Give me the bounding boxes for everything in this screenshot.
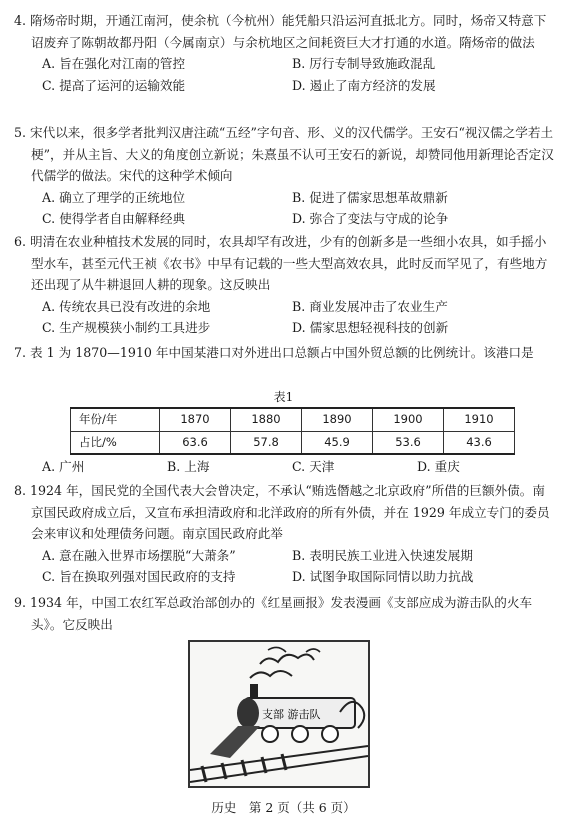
page-footer: 历史 第 2 页（共 6 页） — [211, 800, 356, 815]
table-cell: 1870 — [160, 408, 231, 431]
table-1 — [70, 407, 515, 455]
table-cell: 53.6 — [373, 431, 444, 454]
q8-option-c: C. 旨在换取列强对国民政府的支持 — [42, 569, 236, 584]
table-cell: 1900 — [373, 408, 444, 431]
q7-option-d: D. 重庆 — [417, 459, 460, 474]
question-6-stem: 6. 明清在农业种植技术发展的同时，农具却罕有改进，少有的创新多是一些细小农具，如手摇小型水车，甚至元代王祯《农书》中早有记载的一些大型高效农具，此时反而罕见了，有些地方还出现了从牛耕退回人耕的现象。这反映出 — [14, 234, 548, 292]
table-cell: 45.9 — [302, 431, 373, 454]
question-6 — [14, 231, 554, 339]
q8-option-b: B. 表明民族工业进入快速发展期 — [292, 547, 473, 563]
q8-option-d: D. 试图争取国际同情以助力抗战 — [292, 569, 474, 584]
question-5-stem: 5. 宋代以来，很多学者批判汉唐注疏“五经”字句音、形、义的汉代儒学。王安石“视汉儒之学若土梗”，并从主旨、大义的角度创立新说；朱熹虽不认可王安石的新说，却赞同他用新理论否定汉代儒学的做法。宋代的这种学术倾向 — [14, 125, 554, 183]
q5-option-c: C. 使得学者自由解释经典 — [42, 211, 186, 226]
question-4 — [14, 10, 554, 96]
table-row-label: 年份/年 — [71, 408, 160, 431]
question-7-options — [14, 456, 554, 478]
q4-option-a: A. 旨在强化对江南的管控 — [42, 56, 186, 71]
q7-option-c: C. 天津 — [292, 459, 335, 474]
question-9-stem: 9. 1934 年，中国工农红军总政治部创办的《红星画报》发表漫画《支部应成为游击队的火车头》。它反映出 — [14, 595, 533, 632]
table-cell: 43.6 — [444, 431, 515, 454]
question-8-stem: 8. 1924 年，国民党的全国代表大会曾决定，不承认“贿选僭越之北京政府”所借的巨额外债。南京国民政府成立后，又宣布承担清政府和北洋政府的所有外债，并在 1929 年成立专门的委员会来审议和处理债务问题。南京国民政府此举 — [14, 483, 550, 541]
q4-option-d: D. 遏止了南方经济的发展 — [292, 77, 436, 93]
cartoon-caption-text: 支部 游击队 — [262, 708, 321, 721]
question-7 — [14, 342, 554, 364]
question-8 — [14, 480, 554, 588]
table-cell: 57.8 — [231, 431, 302, 454]
question-5 — [14, 122, 554, 230]
table-cell: 1910 — [444, 408, 515, 431]
q6-option-d: D. 儒家思想轻视科技的创新 — [292, 320, 449, 335]
q4-option-b: B. 厉行专制导致施政混乱 — [292, 56, 436, 71]
q5-option-d: D. 弥合了变法与守成的论争 — [292, 211, 449, 226]
table-1-caption: 表1 — [273, 390, 294, 404]
question-7-stem: 7. 表 1 为 1870—1910 年中国某港口对外进出口总额占中国外贸总额的比例统计。该港口是 — [14, 345, 534, 360]
q6-option-a: A. 传统农具已没有改进的余地 — [42, 298, 211, 314]
table-cell: 1890 — [302, 408, 373, 431]
train-cartoon-drawing — [190, 642, 368, 786]
q5-option-a: A. 确立了理学的正统地位 — [42, 189, 186, 205]
q5-option-b: B. 促进了儒家思想革故鼎新 — [292, 189, 448, 205]
q7-option-b: B. 上海 — [167, 459, 210, 474]
q7-option-a: A. 广州 — [42, 459, 85, 474]
q6-option-b: B. 商业发展冲击了农业生产 — [292, 298, 448, 314]
q4-option-c: C. 提高了运河的运输效能 — [42, 77, 186, 93]
q8-option-a: A. 意在融入世界市场摆脱“大萧条” — [42, 547, 236, 563]
q6-option-c: C. 生产规模狭小制约工具进步 — [42, 320, 211, 335]
table-cell: 1880 — [231, 408, 302, 431]
table-row-label: 占比/% — [71, 431, 160, 454]
table-cell: 63.6 — [160, 431, 231, 454]
cartoon-illustration — [188, 640, 370, 788]
question-4-stem: 4. 隋炀帝时期，开通江南河，使余杭（今杭州）能凭船只沿运河直抵北方。同时，炀帝又特意下诏废弃了陈朝故都丹阳（今属南京）与余杭地区之间耗资巨大才打通的水道。隋炀帝的做法 — [14, 13, 547, 50]
table-row — [71, 408, 515, 431]
question-9 — [14, 592, 554, 635]
table-row — [71, 431, 515, 454]
